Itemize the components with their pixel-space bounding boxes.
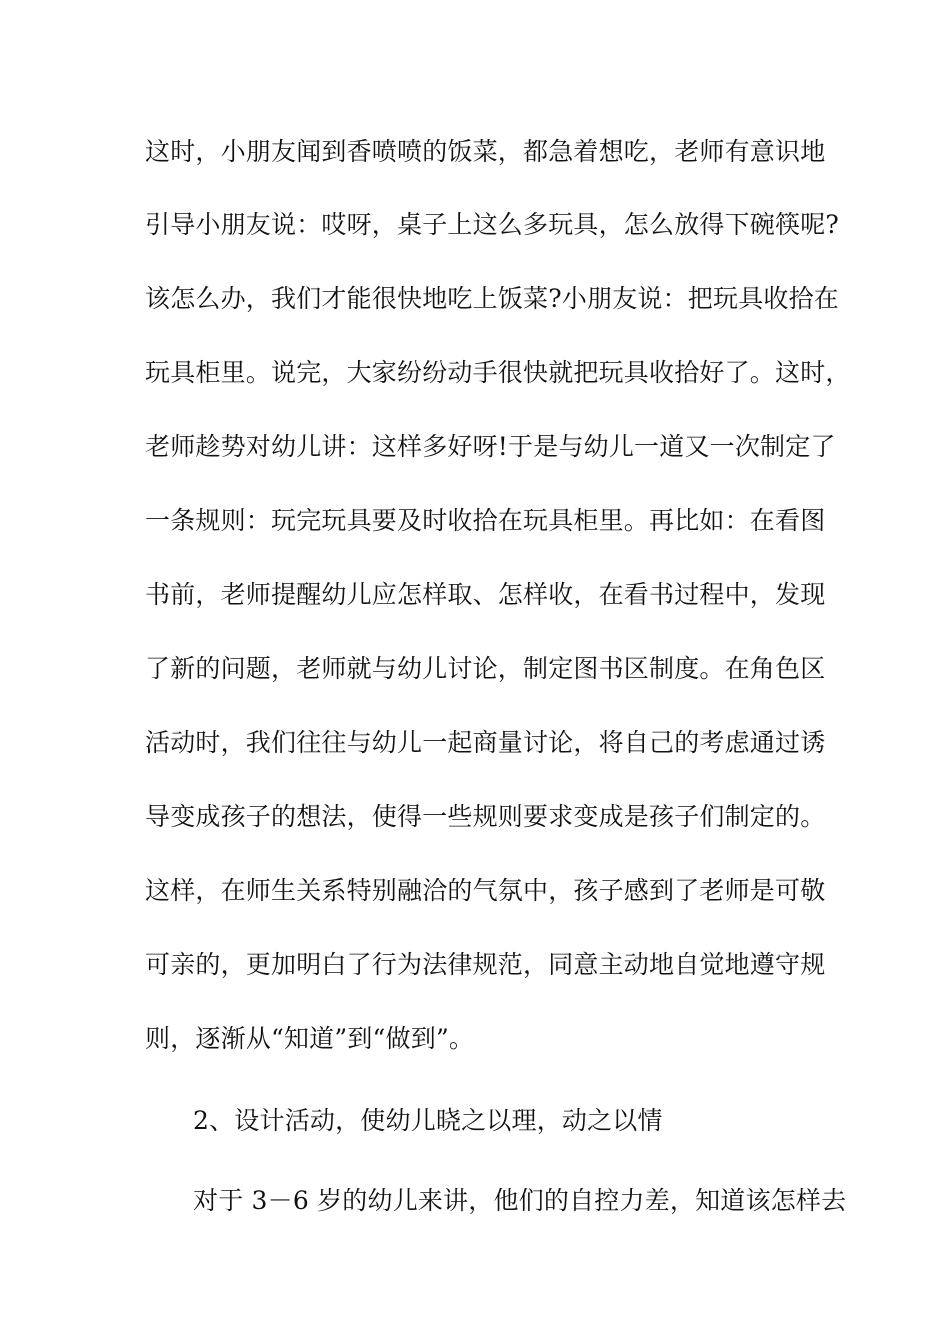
paragraph-line: 这时，小朋友闻到香喷喷的饭菜，都急着想吃，老师有意识地 (145, 137, 826, 166)
paragraph-line: 导变成孩子的想法，使得一些规则要求变成是孩子们制定的。 (145, 802, 826, 831)
paragraph-line: 这样，在师生关系特别融洽的气氛中，孩子感到了老师是可敬 (145, 876, 826, 905)
paragraph-line: 一条规则：玩完玩具要及时收拾在玩具柜里。再比如：在看图 (145, 506, 826, 535)
paragraph-line: 则，逐渐从“知道”到“做到”。 (145, 1024, 475, 1053)
paragraph-line: 玩具柜里。说完，大家纷纷动手很快就把玩具收拾好了。这时， (145, 358, 851, 387)
paragraph-line: 对于 3－6 岁的幼儿来讲，他们的自控力差，知道该怎样去 (193, 1186, 847, 1215)
paragraph-line: 活动时，我们往往与幼儿一起商量讨论，将自己的考虑通过诱 (145, 728, 826, 757)
section-heading: 2、设计活动，使幼儿晓之以理，动之以情 (193, 1106, 663, 1135)
paragraph-line: 该怎么办，我们才能很快地吃上饭菜?小朋友说：把玩具收拾在 (145, 284, 840, 313)
paragraph-line: 老师趁势对幼儿讲：这样多好呀!于是与幼儿一道又一次制定了 (145, 432, 836, 461)
paragraph-line: 了新的问题，老师就与幼儿讨论，制定图书区制度。在角色区 (145, 654, 826, 683)
paragraph-line: 书前，老师提醒幼儿应怎样取、怎样收，在看书过程中，发现 (145, 580, 826, 609)
paragraph-line: 引导小朋友说：哎呀，桌子上这么多玩具，怎么放得下碗筷呢? (145, 210, 840, 239)
paragraph-line: 可亲的，更加明白了行为法律规范，同意主动地自觉地遵守规 (145, 950, 826, 979)
